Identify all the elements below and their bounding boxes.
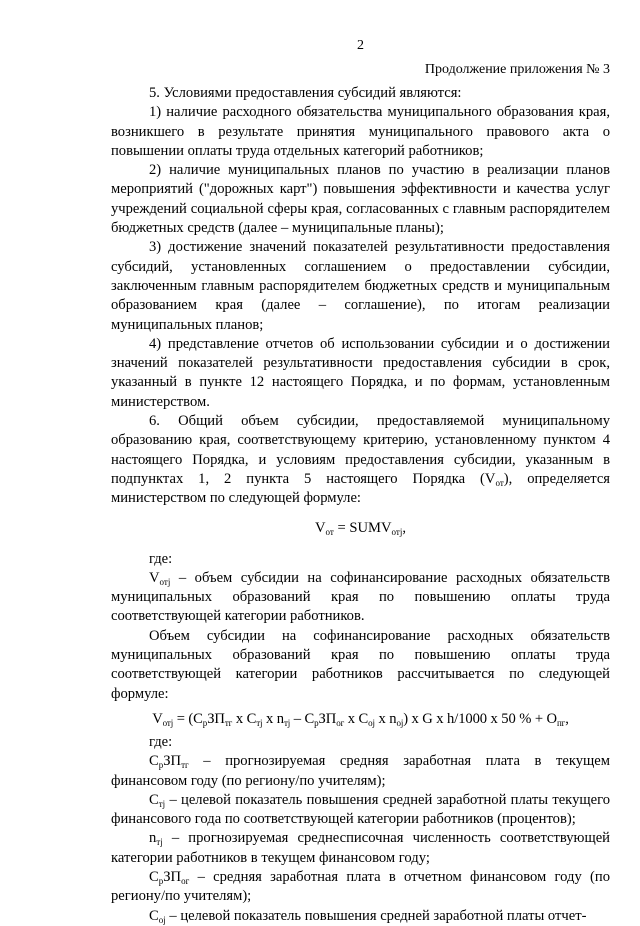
paragraph-6: [111, 412, 610, 508]
paragraph-subsidy-volume: Объем субсидии на софинансирование расходных обязательств муниципальных образований края по повышению оплаты труда соответствующей категории работников рассчитывается по следующей формуле:: [111, 627, 610, 702]
paragraph-condition-2: 2) наличие муниципальных планов по участию в реализации планов мероприятий ("дорожных карт") повышения эффективности и качества услуг учреждений социальной сферы края, согласованных с главным распорядителем бюджетных средств (далее – муниципальные планы);: [111, 162, 610, 237]
definition-subscript: р: [158, 760, 164, 771]
formula-term: х n: [262, 710, 284, 727]
definition-subscript: тj: [156, 837, 163, 848]
definition-symbol: С: [149, 868, 159, 885]
formula-subsidy-volume: [111, 710, 610, 729]
formula-subscript: тj: [283, 717, 291, 728]
definition-coj: [111, 907, 610, 926]
formula-subscript: пг: [556, 717, 566, 728]
paragraph-6-text-b: ), определяется министерством по следующей формуле:: [111, 470, 611, 507]
formula-term: V: [314, 519, 326, 536]
definition-text: – прогнозируемая среднесписочная численность соответствующей категории работников в текущем финансовом году;: [111, 830, 610, 866]
formula-subscript: ог: [336, 717, 345, 728]
formula-subscript: оj: [396, 717, 404, 728]
definition-text: – целевой показатель повышения средней заработной платы отчет-: [165, 907, 587, 924]
formula-term: = (С: [173, 710, 203, 727]
page-number: 2: [357, 38, 364, 53]
formula-subscript: р: [314, 717, 319, 728]
definition-symbol: ЗП: [163, 868, 182, 885]
paragraph-5-heading: 5. Условиями предоставления субсидий являются:: [149, 85, 462, 101]
definition-subscript: оj: [158, 914, 166, 925]
paragraph-condition-3: 3) достижение значений показателей результативности предоставления субсидий, установленных соглашением о предоставлении субсидии, заключенным главным распорядителем бюджетных средств и муниципальным образованием края (далее – соглашение), по итогам реализации муниципальных планов;: [111, 239, 610, 333]
definition-text: – средняя заработная плата в отчетном финансовом году (по региону/по учителям);: [111, 868, 610, 905]
formula-term: ,: [565, 710, 569, 727]
formula-term: ,: [402, 519, 407, 536]
formula-term: ) х G х h/1000 х 50 % + О: [403, 710, 557, 727]
definition-ctj: [111, 791, 610, 830]
paragraph-6-text-a: 6. Общий объем субсидии, предоставляемой муниципальному образованию края, соответствующему критерию, установленному пунктом 4 настоящего Порядка, и условиям предоставления субсидии, указанным в подпунктах 1, 2 пункта 5 настоящего Порядка (V: [111, 413, 610, 487]
formula-term: х С: [232, 710, 257, 727]
appendix-note: Продолжение приложения № 3: [424, 62, 610, 77]
definition-symbol: С: [149, 791, 159, 808]
definition-subscript: тj: [158, 798, 166, 809]
formula-term: V: [152, 710, 163, 727]
definition-subscript: тг: [181, 760, 189, 771]
formula-subscript: от: [325, 526, 334, 537]
formula-total-volume: [111, 519, 610, 538]
paragraph-6-sub: от: [495, 477, 504, 488]
formula-term: – С: [290, 710, 315, 727]
formula-term: ЗП: [207, 710, 225, 727]
formula-term: х С: [344, 710, 369, 727]
definition-ntj: [111, 829, 610, 868]
formula-subscript: р: [202, 717, 208, 728]
formula-subscript: отj: [162, 717, 174, 728]
definition-text: – целевой показатель повышения средней заработной платы текущего финансового года по соответствующей категории работников (процентов);: [111, 791, 610, 828]
paragraph-condition-4: 4) представление отчетов об использовании субсидии и о достижении значений показателей результативности предоставления субсидии в срок, указанный в пункте 12 настоящего Порядка, и по формам, установленным министерством.: [111, 335, 610, 410]
definition-subscript: ог: [181, 875, 190, 886]
formula-subscript: отj: [391, 526, 403, 537]
definition-votj: [111, 569, 610, 627]
formula-term: х n: [374, 710, 397, 727]
definition-symbol: V: [149, 569, 160, 586]
formula-subscript: тj: [256, 717, 263, 728]
definition-symbol: С: [149, 907, 159, 924]
formula-subscript: оj: [368, 717, 375, 728]
definition-czp-og: [111, 868, 610, 907]
definition-text: – прогнозируемая средняя заработная плата в текущем финансовом году (по региону/по учителям);: [111, 753, 610, 789]
definition-czp-tg: [111, 752, 610, 791]
formula-term: = SUMV: [333, 519, 392, 536]
where-label: где:: [149, 550, 173, 567]
definition-symbol: ЗП: [163, 753, 182, 770]
document-body: [111, 84, 610, 926]
formula-subscript: тг: [224, 717, 233, 728]
paragraph-condition-1: 1) наличие расходного обязательства муниципального образования края, возникшего в результате принятия муниципального правового акта о повышении оплаты труда отдельных категорий работников;: [111, 104, 610, 159]
formula-term: ЗП: [318, 710, 337, 727]
definition-symbol: n: [149, 830, 157, 847]
definition-symbol: С: [149, 753, 159, 770]
definition-subscript: отj: [159, 576, 171, 587]
definition-text: – объем субсидии на софинансирование расходных обязательств муниципальных образований края по повышению оплаты труда соответствующей категории работников.: [111, 569, 610, 625]
definition-subscript: р: [158, 875, 164, 886]
where-label: где:: [149, 733, 173, 750]
